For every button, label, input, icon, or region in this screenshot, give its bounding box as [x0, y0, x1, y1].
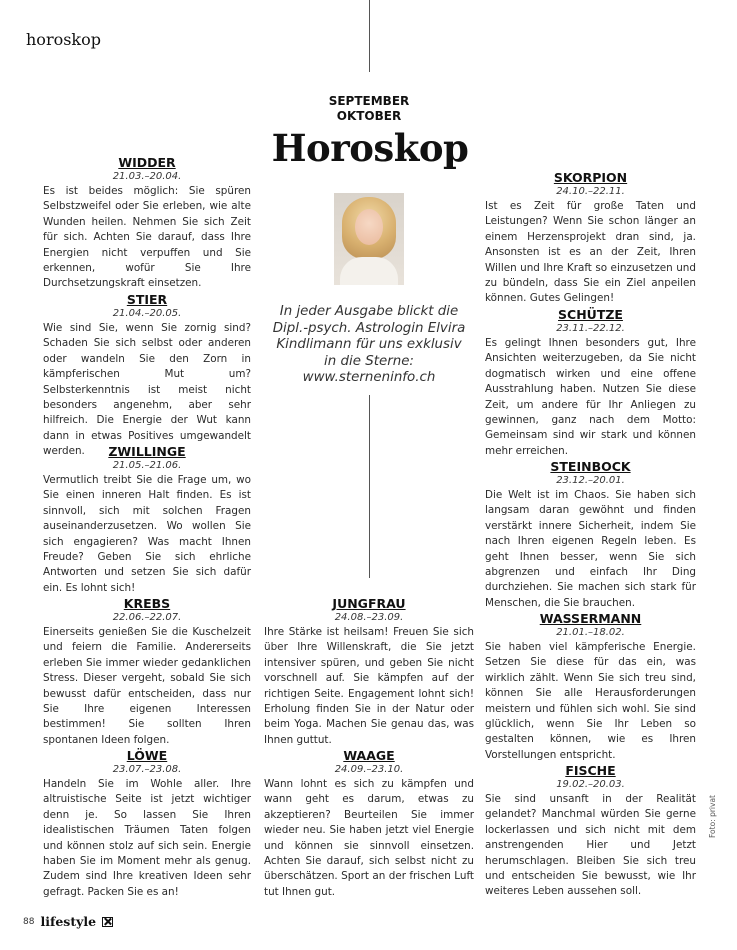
page-footer	[23, 914, 113, 929]
issue-month-2: OKTOBER	[336, 109, 402, 123]
sign-dates: 23.07.–23.08.	[112, 764, 182, 775]
sign-loewe	[43, 748, 251, 900]
sign-text: Es ist beides möglich: Sie spüren Selbstzweifel oder Sie erleben, wie alte Wunden heilen. Nehmen Sie sich Zeit für sich. Achten Sie darauf, dass Ihre Energien nicht verpuffen und Sie erkennen, wofür Sie Ihre Durchsetzungskraft einsetzen.	[43, 185, 251, 290]
sign-dates: 21.04.–20.05.	[112, 308, 182, 319]
sign-dates: 19.02.–20.03.	[556, 779, 625, 790]
divider-line-top	[369, 0, 370, 72]
sign-dates: 21.05.–21.06.	[112, 460, 182, 471]
sign-text: Ihre Stärke ist heilsam! Freuen Sie sich über Ihre Willenskraft, die Sie jetzt intensiver spüren, und geben Sie nicht vorschnell auf. Sie kämpfen auf der richtigen Seite. Engagement lohnt sich! Erholung finden Sie in der Natur oder beim Yoga. Machen Sie genau das, was Ihnen guttut.	[264, 626, 474, 746]
sign-name: SKORPION	[553, 170, 628, 185]
sign-text: Wie sind Sie, wenn Sie zornig sind? Schaden Sie sich selbst oder anderen oder wandeln Sie den Zorn in kämpferischen Mut um? Selbsterkenntnis ist meist nicht besonders angenehm, aber sehr hilfreich. Die Energie der Wut kann dann in etwas Positives umgewandelt werden.	[43, 322, 251, 458]
section-label: horoskop	[26, 30, 101, 49]
sign-dates: 21.01.–18.02.	[556, 627, 625, 638]
sign-name: SCHÜTZE	[558, 307, 623, 322]
sign-text: Es gelingt Ihnen besonders gut, Ihre Ansichten weiterzugeben, da Sie nicht dogmatisch wirken und eine offene Ausstrahlung haben. Nutzen Sie diese Zeit, um andere für Ihr Anliegen zu gewinnen, ganz nach dem Motto: Gemeinsam sind wir stark und können mehr erreichen.	[485, 337, 696, 457]
sign-text: Handeln Sie im Wohle aller. Ihre altruistische Seite ist jetzt wichtiger denn je. So lassen Sie Ihren idealistischen Träumen Taten folgen und können stolz auf sich sein. Energie haben Sie im Moment mehr als genug. Zudem sind Ihre kreativen Ideen sehr gefragt. Packen Sie es an!	[43, 778, 251, 898]
sign-text: Sie sind unsanft in der Realität gelandet? Manchmal würden Sie gerne lockerlassen und sich nicht mit dem anstrengenden Hier und Jetzt herumschlagen. Bleiben Sie sich treu und entscheiden Sie bewusst, wie Ihr weiteres Leben aussehen soll.	[485, 793, 696, 898]
sign-text: Sie haben viel kämpferische Energie. Setzen Sie diese für das ein, was wirklich zählt. Wenn Sie sich treu sind, können Sie alle Herausforderungen meistern und fühlen sich wohl. Sie sind glücklich, wenn Sie Ihr Leben so gestalten können, wie es Ihren Vorstellungen entspricht.	[485, 641, 696, 761]
sign-name: STIER	[126, 292, 168, 307]
issue-months	[300, 94, 438, 124]
sign-text: Die Welt ist im Chaos. Sie haben sich langsam daran gewöhnt und finden verstärkt innere Sicherheit, indem Sie nach Ihren eigenen Regeln leben. Es geht Ihnen besser, wenn Sie sich abgrenzen und einfach Ihr Ding durchziehen. Sie machen sich stark für Menschen, die Sie brauchen.	[485, 489, 696, 609]
sign-dates: 23.11.–22.12.	[556, 323, 625, 334]
page-title: Horoskop	[271, 126, 469, 170]
sign-skorpion	[485, 170, 696, 307]
photo-credit: Foto: privat	[708, 795, 717, 838]
sign-text: Ist es Zeit für große Taten und Leistungen? Wenn Sie schon länger an einem Herzensprojekt dran sind, ja. Ansonsten ist es an der Zeit, Ihren Willen und Ihre Kraft so einzusetzen und zu bündeln, dass Sie ein Ziel anpeilen können. Gutes Gelingen!	[485, 200, 696, 305]
sign-name: STEINBOCK	[550, 459, 631, 474]
intro-text: In jeder Ausgabe blickt die Dipl.-psych. Astrologin Elvira Kindlimann für uns exklusiv in die Sterne: www.sterneninfo.ch	[272, 304, 466, 385]
sign-text: Vermutlich treibt Sie die Frage um, wo Sie einen inneren Halt finden. Es ist sinnvoll, sich mit solchen Fragen auseinanderzusetzen. Wo wollen Sie sich engagieren? Was macht Ihnen Freude? Geben Sie sich ehrliche Antworten und setzen Sie sich dafür ein. Es lohnt sich!	[43, 474, 251, 594]
sign-dates: 21.03.–20.04.	[112, 171, 182, 182]
sign-name: JUNGFRAU	[332, 596, 406, 611]
publisher-logo-icon	[102, 917, 113, 927]
sign-dates: 23.12.–20.01.	[556, 475, 625, 486]
sign-fische	[485, 763, 696, 900]
sign-name: LÖWE	[126, 748, 168, 763]
sign-dates: 24.10.–22.11.	[556, 186, 625, 197]
divider-line-middle	[369, 395, 370, 578]
sign-name: WASSERMANN	[539, 611, 642, 626]
page-number: 88	[23, 916, 35, 927]
sign-steinbock	[485, 459, 696, 611]
sign-krebs	[43, 596, 251, 748]
sign-name: KREBS	[123, 596, 171, 611]
sign-stier	[43, 292, 251, 460]
sign-name: ZWILLINGE	[108, 444, 186, 459]
sign-dates: 24.09.–23.10.	[334, 764, 404, 775]
sign-dates: 22.06.–22.07.	[112, 612, 182, 623]
sign-name: FISCHE	[565, 763, 616, 778]
sign-zwillinge	[43, 444, 251, 596]
sign-jungfrau	[264, 596, 474, 748]
sign-name: WIDDER	[118, 155, 176, 170]
sign-widder	[43, 155, 251, 292]
sign-wassermann	[485, 611, 696, 763]
sign-name: WAAGE	[343, 748, 395, 763]
sign-text: Wann lohnt es sich zu kämpfen und wann geht es darum, etwas zu akzeptieren? Beurteilen Sie immer wieder neu. Sie haben jetzt viel Energie und können sie sinnvoll einsetzen. Achten Sie darauf, sich selbst nicht zu überschätzen. Sport an der frischen Luft tut Ihnen gut.	[264, 778, 474, 898]
magazine-name: lifestyle	[40, 914, 97, 929]
astrologer-portrait	[334, 193, 404, 285]
sign-text: Einerseits genießen Sie die Kuschelzeit und feiern die Familie. Andererseits erleben Sie immer wieder gedanklichen Stress. Dieser vergeht, sobald Sie sich bewusst dafür entscheiden, dass nur Sie Ihre eigenen Interessen bestimmen! Sie sollten Ihren spontanen Ideen folgen.	[43, 626, 251, 746]
sign-waage	[264, 748, 474, 900]
sign-dates: 24.08.–23.09.	[334, 612, 404, 623]
sign-schuetze	[485, 307, 696, 459]
issue-month-1: SEPTEMBER	[328, 94, 410, 108]
